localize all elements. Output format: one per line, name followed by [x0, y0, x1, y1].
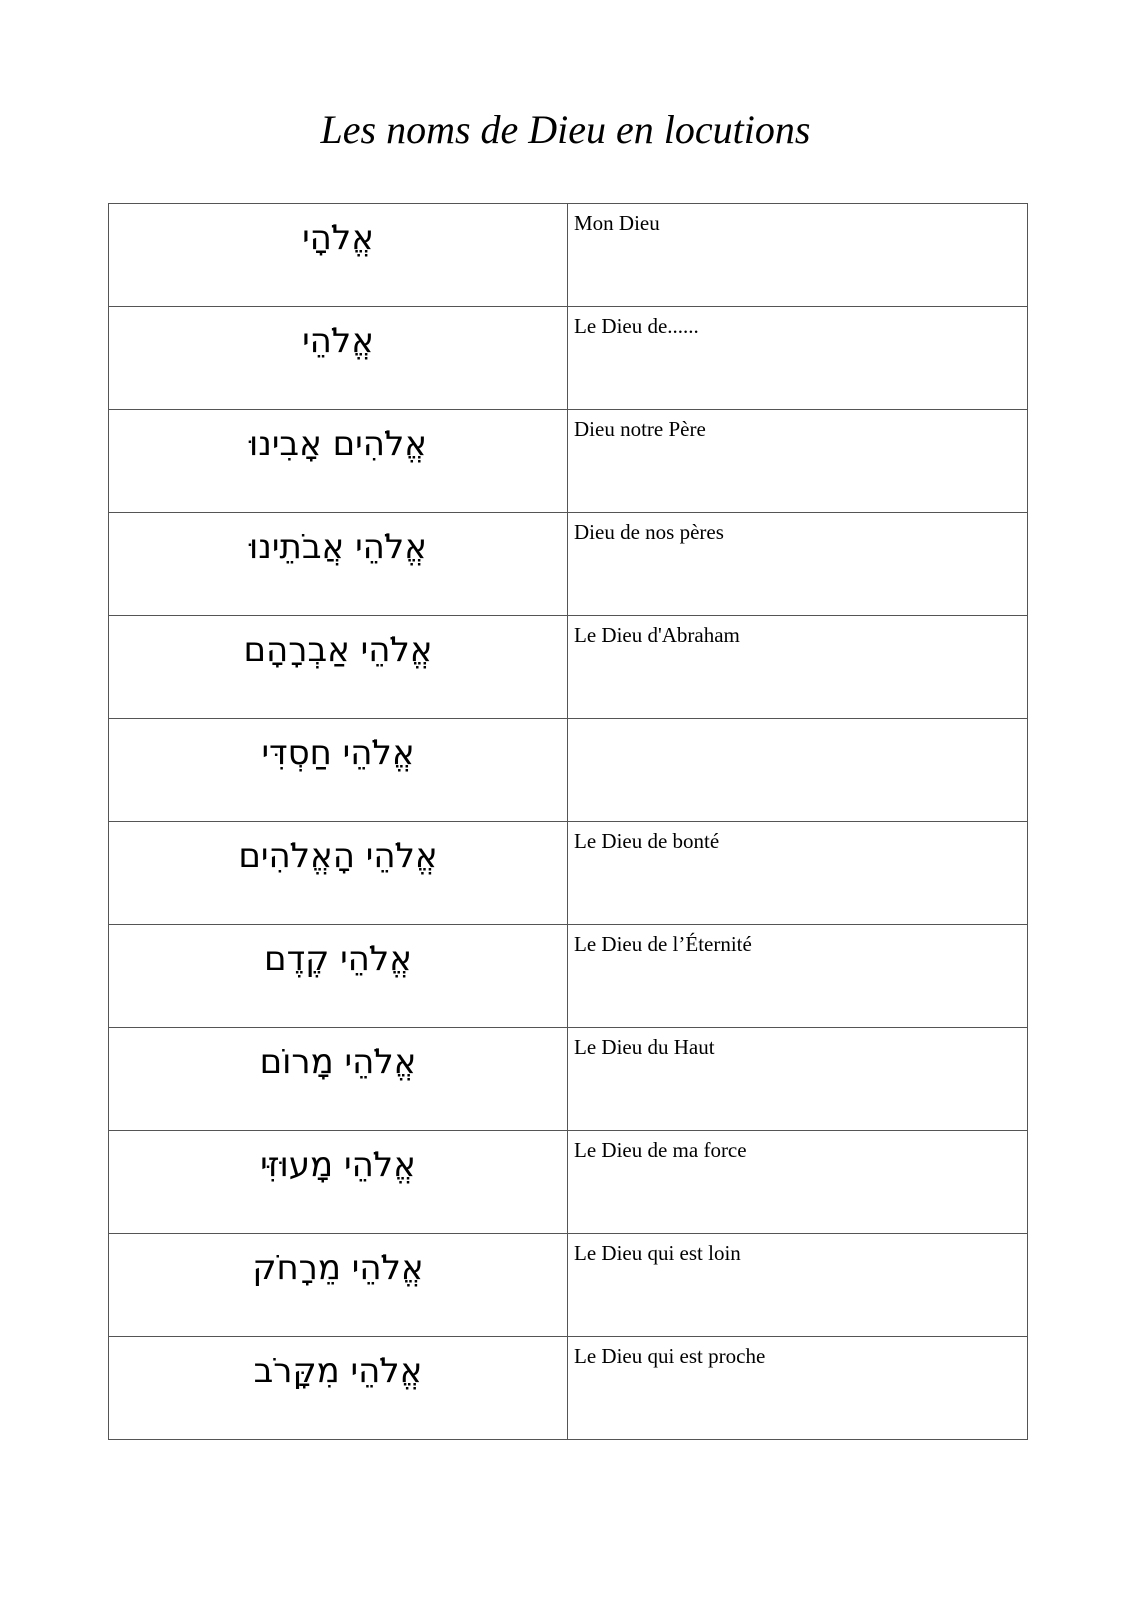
french-translation-cell: Le Dieu de bonté [568, 822, 1028, 925]
table-row [109, 925, 1028, 1028]
hebrew-name: אֱלֹהֵי אַבְרָהָם [243, 630, 433, 670]
hebrew-name-cell [109, 822, 568, 925]
hebrew-name-cell [109, 410, 568, 513]
french-translation-cell: Le Dieu d'Abraham [568, 616, 1028, 719]
hebrew-name: אֱלֹהִים אָבִינוּ [248, 424, 428, 464]
table-row [109, 204, 1028, 307]
french-translation-cell: Le Dieu de...... [568, 307, 1028, 410]
table-row [109, 1337, 1028, 1440]
hebrew-name: אֱלֹהֵי מָרוֹם [259, 1042, 417, 1082]
table-row [109, 719, 1028, 822]
hebrew-name-cell [109, 719, 568, 822]
hebrew-name: אֱלֹהָי [302, 218, 374, 258]
hebrew-name-cell [109, 616, 568, 719]
table-row [109, 616, 1028, 719]
hebrew-name: אֱלֹהֵי מִקָּרֹב [253, 1351, 423, 1391]
french-translation-cell [568, 719, 1028, 822]
hebrew-name-cell [109, 1028, 568, 1131]
hebrew-name-cell [109, 925, 568, 1028]
hebrew-name: אֱלֹהֵי הָאֱלֹהִים [238, 836, 438, 876]
french-translation-cell: Le Dieu de ma force [568, 1131, 1028, 1234]
hebrew-name: אֱלֹהֵי מֵרָחֹק [252, 1248, 424, 1288]
hebrew-name-cell [109, 204, 568, 307]
french-translation-cell: Mon Dieu [568, 204, 1028, 307]
french-translation-cell: Le Dieu de l’Éternité [568, 925, 1028, 1028]
hebrew-name-cell [109, 1337, 568, 1440]
hebrew-name-cell [109, 1131, 568, 1234]
french-translation-cell: Dieu notre Père [568, 410, 1028, 513]
hebrew-name-cell [109, 1234, 568, 1337]
table-row [109, 410, 1028, 513]
table-row [109, 307, 1028, 410]
hebrew-name-cell [109, 307, 568, 410]
hebrew-name: אֱלֹהֵי חַסְדִּי [261, 733, 415, 773]
french-translation-cell: Le Dieu qui est proche [568, 1337, 1028, 1440]
table-row [109, 1131, 1028, 1234]
hebrew-name: אֱלֹהֵי מָעוּזִּי [260, 1145, 416, 1185]
table-row [109, 1234, 1028, 1337]
names-table [108, 203, 1028, 1440]
french-translation-cell: Le Dieu qui est loin [568, 1234, 1028, 1337]
hebrew-name: אֱלֹהֵי [302, 321, 374, 361]
page-title: Les noms de Dieu en locutions [320, 107, 811, 152]
table-row [109, 822, 1028, 925]
french-translation-cell: Dieu de nos pères [568, 513, 1028, 616]
table-row [109, 1028, 1028, 1131]
hebrew-name: אֱלֹהֵי אֲבֹתֵינוּ [249, 527, 427, 567]
french-translation-cell: Le Dieu du Haut [568, 1028, 1028, 1131]
hebrew-name-cell [109, 513, 568, 616]
table-row [109, 513, 1028, 616]
hebrew-name: אֱלֹהֵי קֶדֶם [264, 939, 412, 979]
